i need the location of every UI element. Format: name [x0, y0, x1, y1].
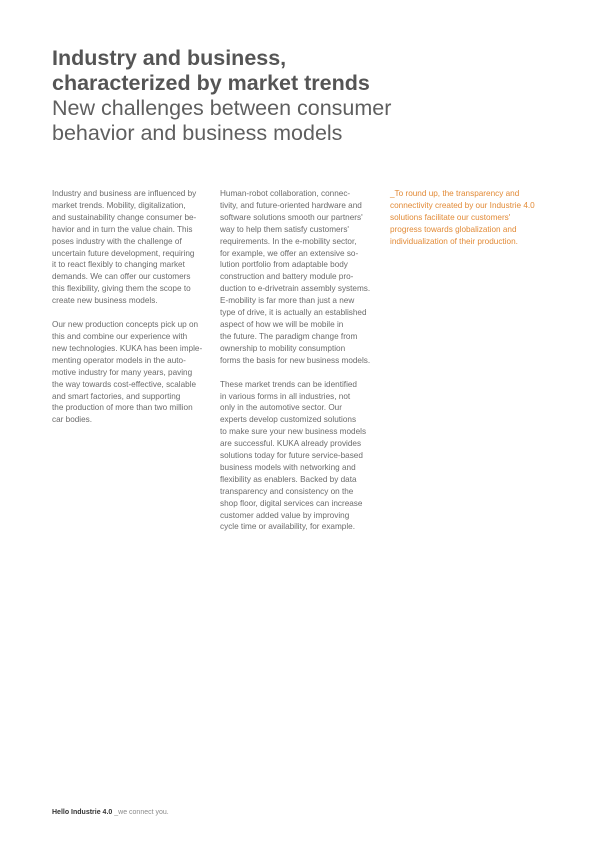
text-line: connectivity created by our Industrie 4.0 [390, 200, 535, 210]
text-line: only in the automotive sector. Our [220, 403, 342, 413]
text-line: progress towards globalization and [390, 224, 517, 234]
text-line: solutions facilitate our customers' [390, 212, 511, 222]
text-line: car bodies. [52, 415, 93, 425]
paragraph [220, 188, 380, 367]
text-line: flexibility as enablers. Backed by data [220, 474, 357, 484]
text-line: in various forms in all industries, not [220, 391, 351, 401]
text-line: new technologies. KUKA has been imple- [52, 343, 203, 353]
text-line: construction and battery module pro- [220, 272, 354, 282]
text-line: type of drive, it is actually an established [220, 308, 367, 318]
text-line: this flexibility, giving them the scope to [52, 284, 191, 294]
text-line: duction to e-drivetrain assembly systems. [220, 284, 371, 294]
paragraph [220, 379, 380, 534]
text-line: experts develop customized solutions [220, 415, 357, 425]
text-line: _To round up, the transparency and [390, 189, 520, 198]
text-line: this and combine our experience with [52, 331, 188, 341]
text-line: aspect of how we will be mobile in [220, 319, 344, 329]
text-line: shop floor, digital services can increase [220, 498, 363, 508]
text-line: Our new production concepts pick up on [52, 320, 199, 330]
text-column-1 [52, 188, 212, 438]
text-line: the way towards cost-effective, scalable [52, 379, 197, 389]
text-line: menting operator models in the auto- [52, 355, 186, 365]
text-line: transparency and consistency on the [220, 486, 354, 496]
text-line: it to react flexibly to changing market [52, 260, 185, 270]
text-line: the production of more than two million [52, 403, 193, 413]
highlight-column [390, 188, 550, 260]
text-line: market trends. Mobility, digitalization, [52, 200, 186, 210]
footer [52, 809, 169, 816]
heading-line-2: characterized by market trends [52, 71, 370, 95]
paragraph [390, 188, 550, 248]
text-line: and sustainability change consumer be- [52, 212, 197, 222]
text-line: business models with networking and [220, 462, 356, 472]
text-line: These market trends can be identified [220, 379, 357, 389]
paragraph [52, 188, 212, 307]
text-line: havior and in turn the value chain. This [52, 224, 193, 234]
text-column-2 [220, 188, 380, 545]
text-line: create new business models. [52, 296, 158, 306]
text-line: customer added value by improving [220, 510, 350, 520]
text-line: ownership to mobility consumption [220, 343, 346, 353]
text-line: motive industry for many years, paving [52, 367, 193, 377]
text-line: are successful. KUKA already provides [220, 439, 362, 449]
text-line: lution portfolio from adaptable body [220, 260, 348, 270]
heading-line-1: Industry and business, [52, 46, 287, 70]
text-line: E-mobility is far more than just a new [220, 296, 355, 306]
subheading-line-1: New challenges between consumer [52, 96, 392, 120]
text-line: tivity, and future-oriented hardware and [220, 200, 362, 210]
text-line: the future. The paradigm change from [220, 331, 358, 341]
paragraph [52, 319, 212, 426]
text-line: to make sure your new business models [220, 427, 367, 437]
text-line: requirements. In the e-mobility sector, [220, 236, 357, 246]
text-line: Industry and business are influenced by [52, 189, 197, 198]
text-line: solutions today for future service-based [220, 451, 363, 461]
text-line: individualization of their production. [390, 236, 518, 246]
text-line: way to help them satisfy customers' [220, 224, 349, 234]
text-line: forms the basis for new business models. [220, 355, 371, 365]
text-line: poses industry with the challenge of [52, 236, 182, 246]
subheading-line-2: behavior and business models [52, 121, 343, 145]
page-heading [52, 46, 472, 146]
text-line: and smart factories, and supporting [52, 391, 181, 401]
text-line: Human-robot collaboration, connec- [220, 189, 351, 198]
text-line: for example, we offer an extensive so- [220, 248, 359, 258]
text-line: software solutions smooth our partners' [220, 212, 363, 222]
text-line: cycle time or availability, for example. [220, 522, 355, 532]
footer-tagline: _we connect you. [114, 809, 169, 816]
text-line: uncertain future development, requiring [52, 248, 195, 258]
footer-brand: Hello Industrie 4.0 [52, 809, 113, 816]
text-line: demands. We can offer our customers [52, 272, 191, 282]
